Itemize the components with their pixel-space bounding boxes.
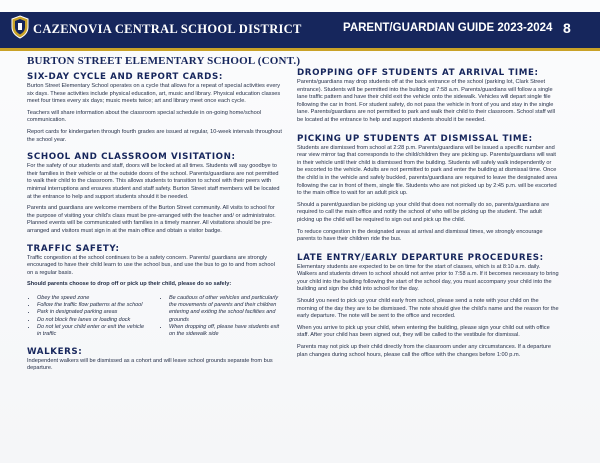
pickup-paragraph-1: Students are dismissed from school at 2:28 p.m. Parents/guardians will be issued a specific number and rear view mirror tag that corresponds to the child/children they are picking up. Parents/guardians will wait in their vehicle until their child is dismissed from the building. Students will safely walk independently or be escorted to the vehicle. Adults are not permitted to park and enter the building at dismissal time. Once the child is in the vehicle and safely buckled, parents/guardians are required to leave the designated area following the car in front of them, single file. Students who are not picked up by 2:45 p.m. will be escorted to the main office to wait for an adult pick up.	[297, 144, 558, 197]
six-day-heading: SIX-DAY CYCLE AND REPORT CARDS:	[27, 72, 223, 82]
traffic-paragraph-1: Traffic congestion at the school continues to be a safety concern. Parents/ guardians are strongly encouraged to have their child learn to use the school bus, and use the bus to go to and from school on a regular basis.	[27, 254, 275, 276]
list-item: • Follow the traffic flow patterns at the school	[37, 302, 149, 309]
traffic-bullets	[27, 295, 282, 339]
visitation-paragraph-2: Parents and guardians are welcome members of the Burton Street community. All visits to school for the purpose of visiting your child’s class must be pre-arranged with the teacher and/ or administrator. Planned events will be communicated with families in a timely manner. All visitations should be pre-arranged and visitors must sign in at the main office and obtain a visitor badge.	[27, 205, 276, 234]
dropping-heading: DROPPING OFF STUDENTS AT ARRIVAL TIME:	[297, 68, 539, 78]
district-name: CAZENOVIA CENTRAL SCHOOL DISTRICT	[33, 22, 302, 36]
list-item: • When dropping off, please have students exit on the sidewalk side	[169, 324, 281, 339]
traffic-question: Should parents choose to drop off or pick up their child, please do so safely:	[27, 281, 232, 288]
list-item: • Do not let your child enter or exit the vehicle in traffic	[37, 324, 149, 339]
late-entry-heading: LATE ENTRY/EARLY DEPARTURE PROCEDURES:	[297, 252, 544, 263]
pickup-paragraph-3: To reduce congestion in the designated areas at arrival and dismissal times, we strongly encourage parents to have their children ride the bus.	[297, 228, 543, 243]
guide-title: PARENT/GUARDIAN GUIDE 2023-2024	[343, 22, 553, 34]
dropping-paragraph-1: Parents/guardians may drop students off at the back entrance of the school (parking lot, Clark Street entrance). Students will be permitted into the building at 7:58 a.m. Parents/guardians will follow a single lane traffic pattern and have their child exit the vehicle onto the sidewalk. Vehicles will depart single file following the car in front. For student safety, do not pass the vehicle in front of you and stay in the single lane. Parents/guardians are not permitted to park and walk their child to their classroom. School staff will be located at the entrance to help and support students should it be needed.	[297, 79, 555, 123]
list-item: • Be cautious of other vehicles and particularly the movements of parents and their children entering and exiting the school facilities and grounds	[169, 295, 281, 324]
visitation-paragraph-1: For the safety of our students and staff, doors will be locked at all times. Students will say goodbye to their families in their vehicle or at the outside doors of the school. Parents/guardians are not permitted to walk their child to the classroom. This allows students to transition to school with their peers with minimal interruptions and ensures student and staff safety. Burton Street staff members will be located at the entrance to help and support students should it be needed.	[27, 163, 280, 200]
pickup-paragraph-2: Should a parent/guardian be picking up your child that does not normally do so, parents/guardians are required to call the main office and notify the school of who will be picking up the student. The adult picking up the child will be required to sign out and pick up the child.	[297, 201, 550, 223]
visitation-heading: SCHOOL AND CLASSROOM VISITATION:	[27, 152, 236, 163]
walkers-heading: WALKERS:	[27, 346, 83, 357]
crest-logo-icon	[10, 15, 30, 39]
pickup-heading: PICKING UP STUDENTS AT DISMISSAL TIME:	[297, 133, 533, 144]
late-entry-paragraph-4: Parents may not pick up their child directly from the classroom under any circumstances. If a departure plan changes during school hours, please call the office with the changes before 1:00 p.m.	[297, 344, 552, 358]
right-column	[297, 65, 559, 363]
page-number: 8	[563, 20, 571, 36]
list-item: • Park in designated parking areas	[37, 309, 149, 316]
six-day-paragraph-2: Teachers will share information about the classroom special schedule in on-going home/school communication.	[27, 109, 262, 124]
six-day-paragraph-3: Report cards for kindergarten through fourth grades are issued at regular, 10-week intervals throughout the school year.	[27, 128, 282, 143]
late-entry-paragraph-3: When you arrive to pick up your child, when entering the building, please sign your child out with office staff. After your child has been signed out, they will be called to the vestibule for dismissal.	[297, 324, 550, 339]
list-item: • Do not block fire lanes or loading dock	[37, 317, 149, 324]
list-item: • Obey the speed zone	[37, 295, 149, 302]
late-entry-paragraph-2: Should you need to pick up your child early from school, please send a note with your child on the morning of the day they are to be dismissed. The note should give the child’s name and the reason for the early departure. The note will be sent to the office and recorded.	[297, 298, 559, 320]
traffic-heading: TRAFFIC SAFETY:	[27, 243, 120, 254]
left-column	[27, 70, 282, 377]
header-bar	[0, 12, 600, 51]
six-day-paragraph-1: Burton Street Elementary School operates on a cycle that allows for a repeat of special activities every six days. These activities include physical education, art, music and library. Physical education classes meet four times every six days; music meets twice; art and library meet once each cycle.	[27, 83, 281, 105]
walkers-paragraph-1: Independent walkers will be dismissed as a cohort and will leave school grounds separate from bus departure.	[27, 357, 273, 372]
late-entry-paragraph-1: Elementary students are expected to be on time for the start of classes, which is at 8:10 a.m. daily. Walkers and students driven to school should not arrive prior to 7:58 a.m. If it becomes necessary to bring your child into the building following the start of the school day, you must accompany your child into the building and sign the child into school for the day.	[297, 263, 559, 293]
school-title: BURTON STREET ELEMENTARY SCHOOL (CONT.)	[27, 55, 301, 67]
